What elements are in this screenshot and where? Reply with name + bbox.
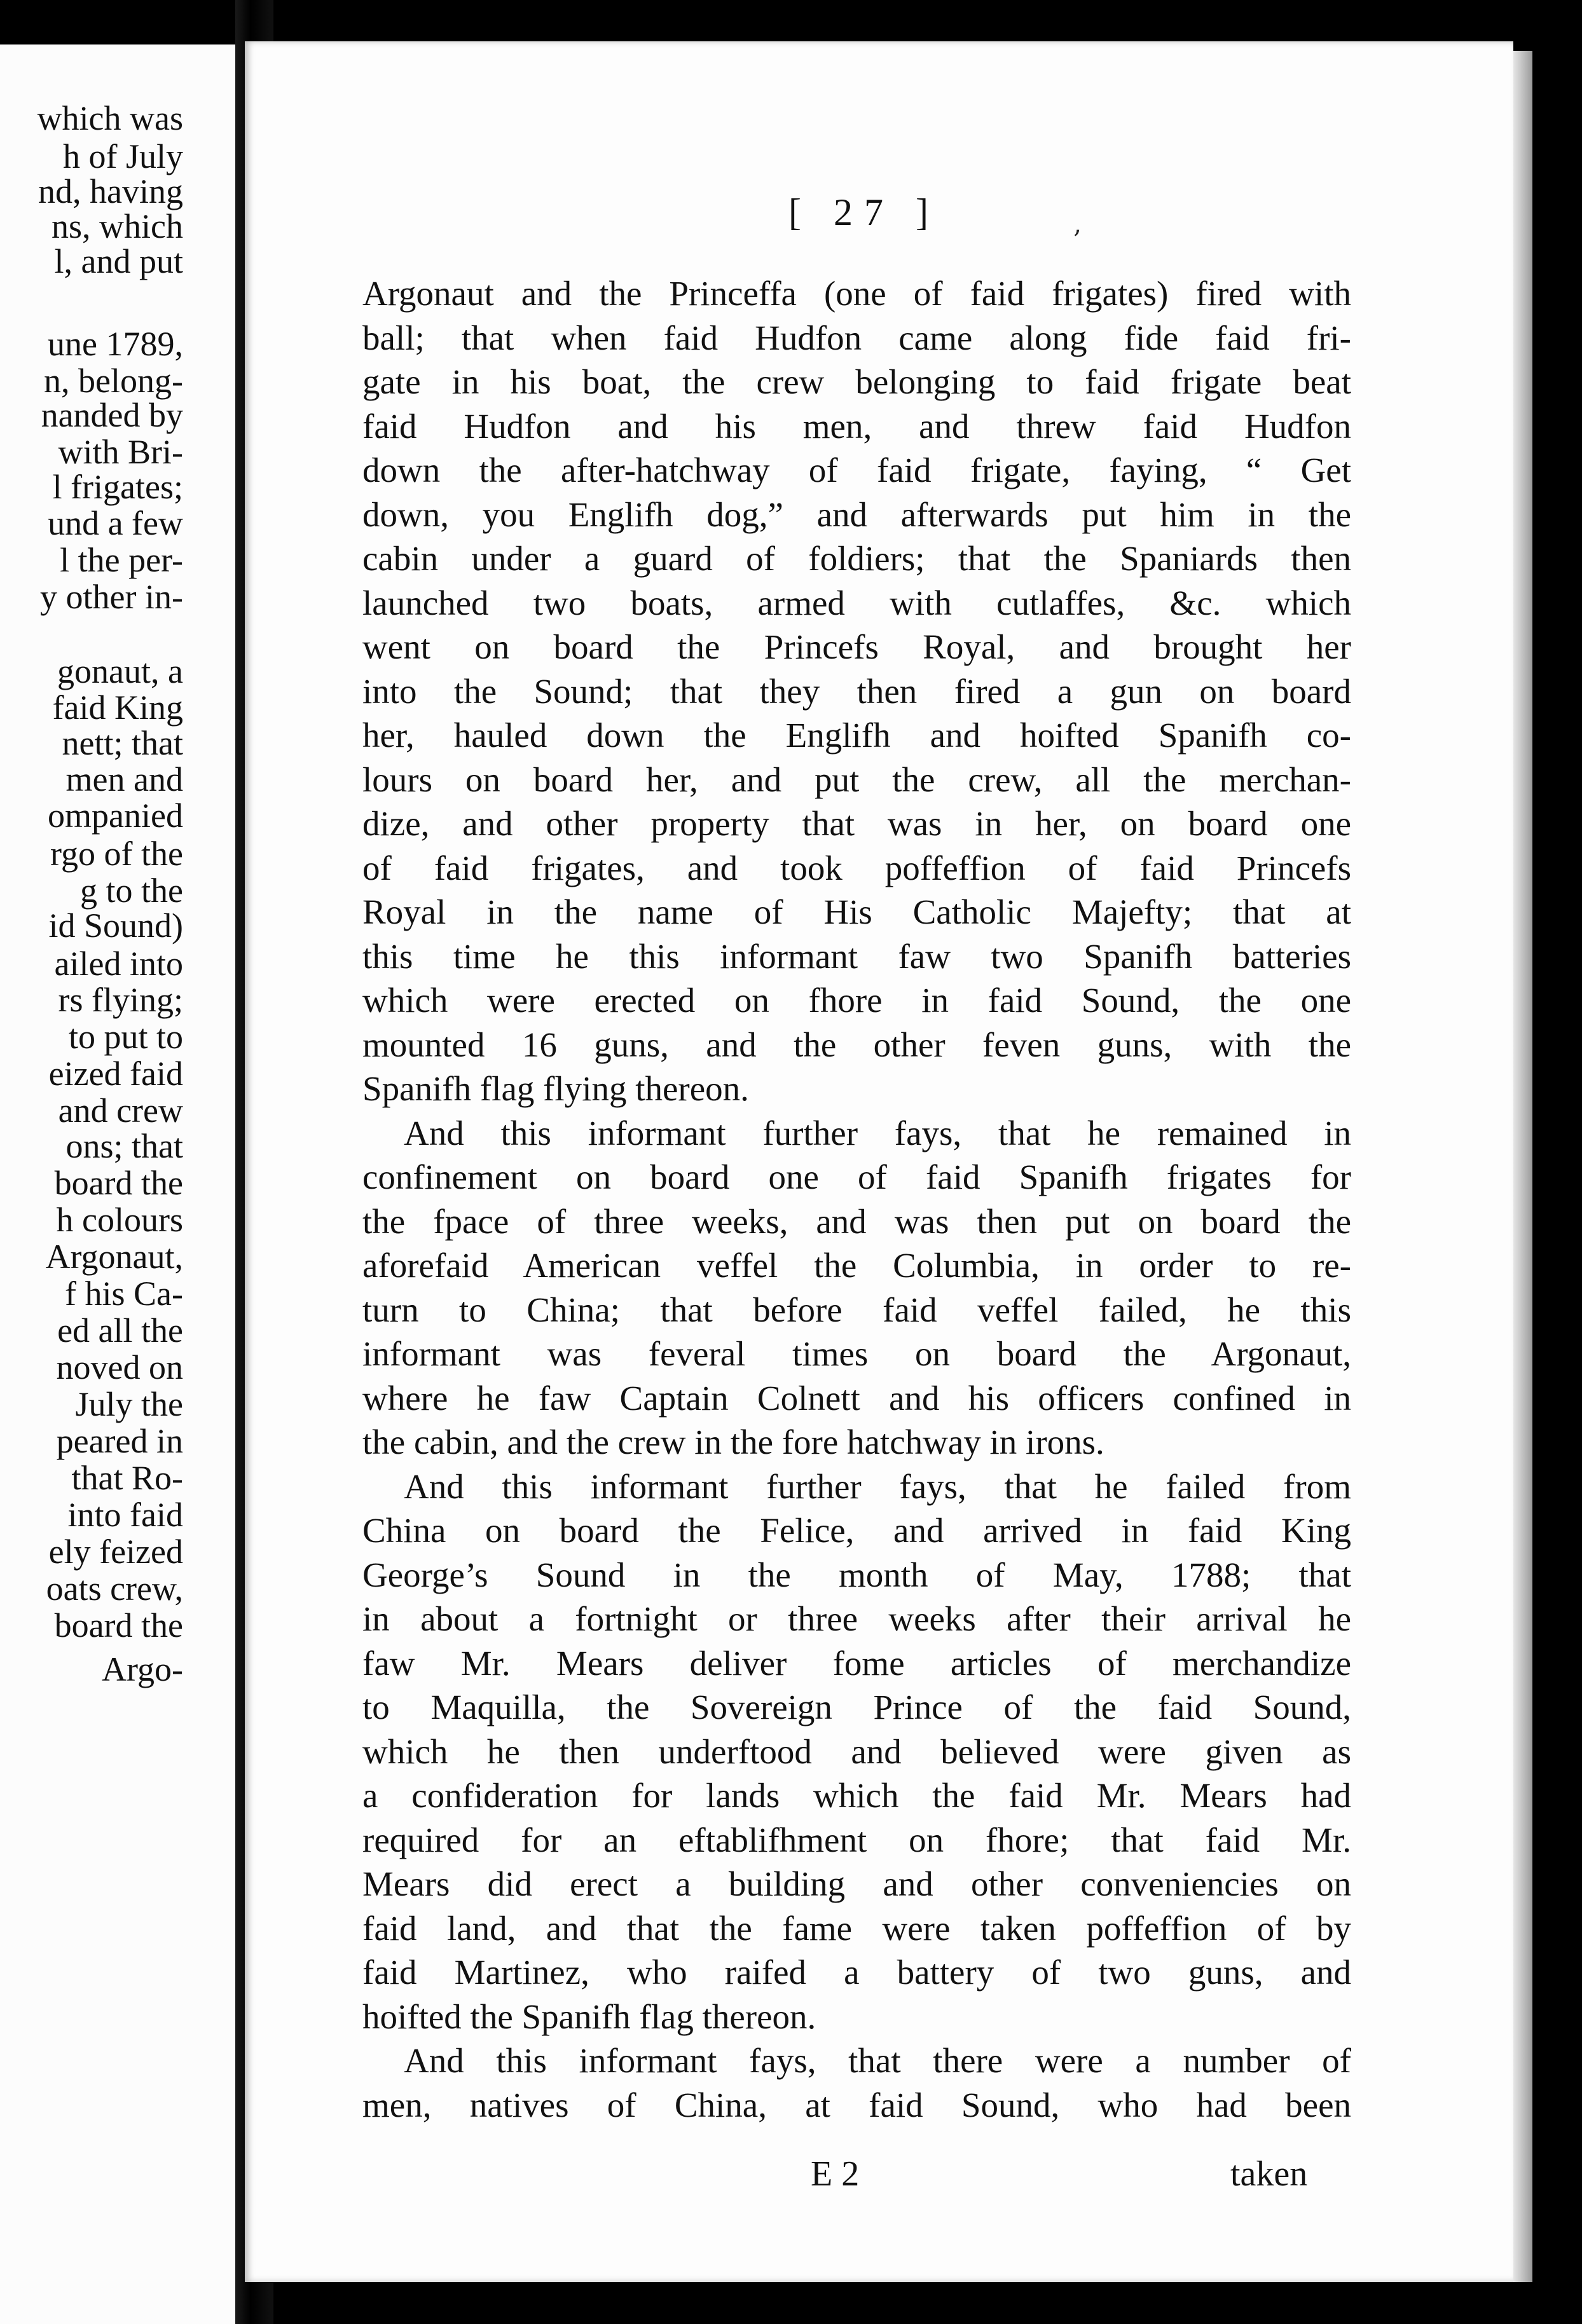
body-text-line: cabin under a guard of foldiers; that the Spaniards then bbox=[362, 539, 1351, 578]
body-text-line: dize, and other property that was in her, on board one bbox=[362, 804, 1351, 843]
left-page-line: with Bri- bbox=[58, 433, 183, 471]
page-edge bbox=[1513, 51, 1532, 2282]
left-page-line: to put to bbox=[68, 1018, 183, 1056]
printer-mark: ‚ bbox=[1073, 210, 1082, 239]
left-page-line: eized faid bbox=[48, 1055, 183, 1093]
left-page-line: board the bbox=[54, 1606, 183, 1644]
body-text-line: to Maquilla, the Sovereign Prince of the faid Sound, bbox=[362, 1688, 1351, 1726]
left-page-line: rgo of the bbox=[50, 835, 183, 873]
body-text-line: Argonaut and the Princeffa (one of faid frigates) fired with bbox=[362, 274, 1351, 313]
body-text-line: into the Sound; that they then fired a gun on board bbox=[362, 672, 1351, 711]
body-text-line: this time he this informant faw two Spanifh batteries bbox=[362, 937, 1351, 976]
body-text-line: hoifted the Spanifh flag thereon. bbox=[362, 1997, 816, 2036]
left-page-line: y other in- bbox=[40, 578, 183, 616]
body-text-line: George’s Sound in the month of May, 1788; that bbox=[362, 1555, 1351, 1594]
body-text-line: And this informant fays, that there were a number of bbox=[404, 2041, 1351, 2080]
left-page-line: gonaut, a bbox=[57, 652, 183, 690]
body-text-line: in about a fortnight or three weeks after their arrival he bbox=[362, 1599, 1351, 1638]
body-text-line: China on board the Felice, and arrived in faid King bbox=[362, 1511, 1351, 1550]
left-page-line: ons; that bbox=[65, 1127, 183, 1165]
left-page-line: l frigates; bbox=[52, 468, 183, 506]
catchword: taken bbox=[1230, 2154, 1308, 2194]
body-text-line: turn to China; that before faid veffel failed, he this bbox=[362, 1290, 1351, 1329]
left-page-line: men and bbox=[65, 760, 183, 798]
left-page-line: Argo- bbox=[102, 1650, 183, 1688]
left-page-line: nett; that bbox=[62, 724, 183, 762]
left-page-line: h of July bbox=[63, 137, 183, 175]
left-page-line: und a few bbox=[48, 504, 183, 542]
body-text-line: gate in his boat, the crew belonging to faid frigate beat bbox=[362, 362, 1351, 401]
left-page-line: which was bbox=[37, 99, 183, 137]
body-text-line: Royal in the name of His Catholic Majefty; that at bbox=[362, 892, 1351, 931]
left-page-line: July the bbox=[75, 1385, 183, 1423]
body-text-line: of faid frigates, and took poffeffion of faid Princefs bbox=[362, 849, 1351, 887]
body-text-line: which he then underftood and believed were given as bbox=[362, 1732, 1351, 1771]
left-page-line: ed all the bbox=[57, 1311, 183, 1350]
left-page-line: n, belong- bbox=[44, 362, 183, 400]
body-text-line: faid land, and that the fame were taken poffeffion of by bbox=[362, 1909, 1351, 1948]
body-text-line: mounted 16 guns, and the other feven guns, with the bbox=[362, 1025, 1351, 1064]
body-text-line: required for an eftablifhment on fhore; that faid Mr. bbox=[362, 1821, 1351, 1859]
body-text-line: And this informant further fays, that he remained in bbox=[404, 1114, 1351, 1152]
page-number: [ 27 ] bbox=[788, 191, 940, 233]
body-text-line: ball; that when faid Hudfon came along fide faid fri- bbox=[362, 318, 1351, 357]
left-page-line: board the bbox=[54, 1164, 183, 1202]
body-text-line: faid Hudfon and his men, and threw faid Hudfon bbox=[362, 407, 1351, 446]
body-text-line: went on board the Princefs Royal, and brought her bbox=[362, 627, 1351, 666]
body-text-line: faid Martinez, who raifed a battery of two guns, and bbox=[362, 1953, 1351, 1992]
body-text-line: And this informant further fays, that he failed from bbox=[404, 1467, 1351, 1506]
left-page-line: g to the bbox=[80, 871, 183, 910]
left-page-line: ns, which bbox=[52, 207, 183, 245]
body-text-line: Mears did erect a building and other conveniencies on bbox=[362, 1864, 1351, 1903]
body-text-line: lours on board her, and put the crew, all the merchan- bbox=[362, 760, 1351, 799]
left-page-line: faid King bbox=[52, 688, 183, 727]
body-text-line: a confideration for lands which the faid Mr. Mears had bbox=[362, 1776, 1351, 1815]
body-text-line: aforefaid American veffel the Columbia, in order to re- bbox=[362, 1246, 1351, 1285]
left-page-line: ompanied bbox=[48, 796, 183, 835]
body-text-line: her, hauled down the Englifh and hoifted Spanifh co- bbox=[362, 716, 1351, 755]
left-page-line: f his Ca- bbox=[65, 1275, 183, 1313]
body-text-line: down the after-hatchway of faid frigate, faying, “ Get bbox=[362, 451, 1351, 489]
body-text-line: which were erected on fhore in faid Sound, the one bbox=[362, 981, 1351, 1020]
body-text-line: launched two boats, armed with cutlaffes, &c. which bbox=[362, 584, 1351, 622]
left-page-line: and crew bbox=[58, 1091, 183, 1130]
left-page-line: h colours bbox=[56, 1201, 183, 1239]
left-page-line: id Sound) bbox=[48, 906, 183, 945]
left-page-line: that Ro- bbox=[71, 1459, 183, 1497]
left-page-line: l the per- bbox=[60, 541, 183, 579]
left-page-line: peared in bbox=[56, 1422, 183, 1460]
left-page-line: Argonaut, bbox=[45, 1238, 183, 1276]
left-page-line: rs flying; bbox=[58, 981, 183, 1019]
left-page-line: ely feized bbox=[48, 1533, 183, 1571]
body-text-line: down, you Englifh dog,” and afterwards put him in the bbox=[362, 495, 1351, 534]
body-text-line: faw Mr. Mears deliver fome articles of merchandize bbox=[362, 1644, 1351, 1683]
body-text-line: Spanifh flag flying thereon. bbox=[362, 1069, 749, 1108]
left-page-line: into faid bbox=[67, 1496, 183, 1534]
body-text-line: men, natives of China, at faid Sound, who had been bbox=[362, 2086, 1351, 2124]
left-page-line: une 1789, bbox=[48, 325, 183, 363]
body-text-line: confinement on board one of faid Spanifh frigates for bbox=[362, 1158, 1351, 1196]
left-page-line: ailed into bbox=[54, 945, 183, 983]
left-page-line: oats crew, bbox=[46, 1569, 183, 1608]
left-page-line: noved on bbox=[56, 1348, 183, 1386]
signature-mark: E 2 bbox=[811, 2154, 860, 2194]
left-page bbox=[0, 44, 235, 2324]
body-text-line: the cabin, and the crew in the fore hatchway in irons. bbox=[362, 1423, 1104, 1461]
left-page-line: nanded by bbox=[41, 396, 183, 434]
body-text-line: informant was feveral times on board the Argonaut, bbox=[362, 1334, 1351, 1373]
left-page-line: nd, having bbox=[38, 172, 183, 210]
body-text-line: the fpace of three weeks, and was then put on board the bbox=[362, 1202, 1351, 1241]
left-page-line: l, and put bbox=[54, 242, 183, 280]
body-text-line: where he faw Captain Colnett and his officers confined in bbox=[362, 1379, 1351, 1418]
